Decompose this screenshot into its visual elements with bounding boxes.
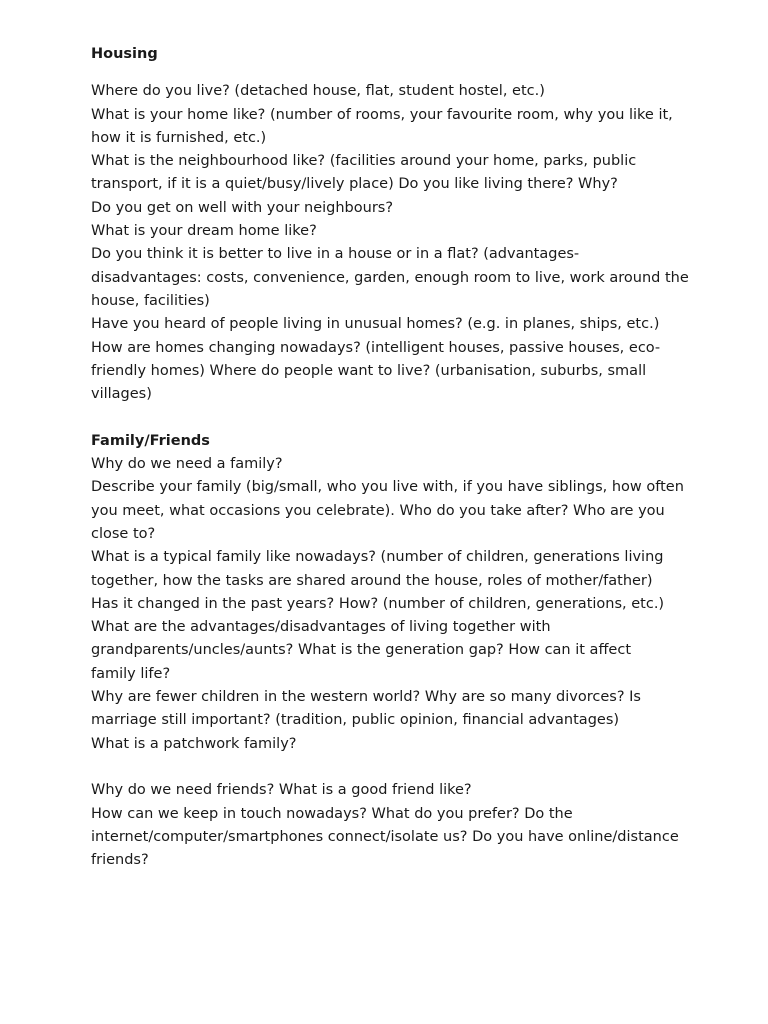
housing-line: house, facilities) <box>91 292 210 309</box>
family-heading: Family/Friends <box>91 432 210 449</box>
family-line: What is a typical family like nowadays? (number of children, generations living <box>91 549 664 566</box>
family-line: What is a patchwork family? <box>91 735 297 752</box>
family-line: family life? <box>91 665 171 682</box>
friends-line: friends? <box>91 852 149 869</box>
family-line: you meet, what occasions you celebrate). Who do you take after? Who are you <box>91 502 665 519</box>
housing-line: How are homes changing nowadays? (intelligent houses, passive houses, eco- <box>91 339 661 356</box>
document-page <box>91 43 691 872</box>
housing-heading: Housing <box>91 46 158 62</box>
family-line: together, how the tasks are shared around the house, roles of mother/father) <box>91 572 653 589</box>
family-line: marriage still important? (tradition, public opinion, financial advantages) <box>91 712 620 729</box>
housing-line: how it is furnished, etc.) <box>91 129 267 146</box>
friends-line: How can we keep in touch nowadays? What do you prefer? Do the <box>91 805 573 822</box>
family-line: Describe your family (big/small, who you live with, if you have siblings, how often <box>91 479 684 496</box>
housing-line: Do you think it is better to live in a house or in a flat? (advantages- <box>91 246 580 263</box>
family-line: Why do we need a family? <box>91 456 283 473</box>
housing-line: What is your dream home like? <box>91 223 317 240</box>
friends-line: internet/computer/smartphones connect/isolate us? Do you have online/distance <box>91 828 679 845</box>
family-line: grandparents/uncles/aunts? What is the generation gap? How can it affect <box>91 642 632 659</box>
section-spacer <box>91 756 691 779</box>
housing-line: Where do you live? (detached house, flat, student hostel, etc.) <box>91 83 545 100</box>
housing-line: transport, if it is a quiet/busy/lively place) Do you like living there? Why? <box>91 176 618 193</box>
housing-line: Have you heard of people living in unusual homes? (e.g. in planes, ships, etc.) <box>91 316 660 333</box>
section-spacer <box>91 406 691 429</box>
family-section <box>91 453 691 756</box>
family-line: What are the advantages/disadvantages of living together with <box>91 619 551 636</box>
family-line: Why are fewer children in the western world? Why are so many divorces? Is <box>91 689 641 706</box>
family-line: close to? <box>91 525 156 542</box>
friends-line: Why do we need friends? What is a good friend like? <box>91 782 472 799</box>
housing-section <box>91 80 691 406</box>
housing-line: Do you get on well with your neighbours? <box>91 199 394 216</box>
housing-line: friendly homes) Where do people want to live? (urbanisation, suburbs, small <box>91 362 647 379</box>
housing-line: disadvantages: costs, convenience, garden, enough room to live, work around the <box>91 269 689 286</box>
housing-line: villages) <box>91 386 152 403</box>
family-line: Has it changed in the past years? How? (number of children, generations, etc.) <box>91 595 665 612</box>
housing-line: What is the neighbourhood like? (facilities around your home, parks, public <box>91 153 637 170</box>
housing-line: What is your home like? (number of rooms, your favourite room, why you like it, <box>91 106 673 123</box>
friends-section <box>91 779 691 872</box>
